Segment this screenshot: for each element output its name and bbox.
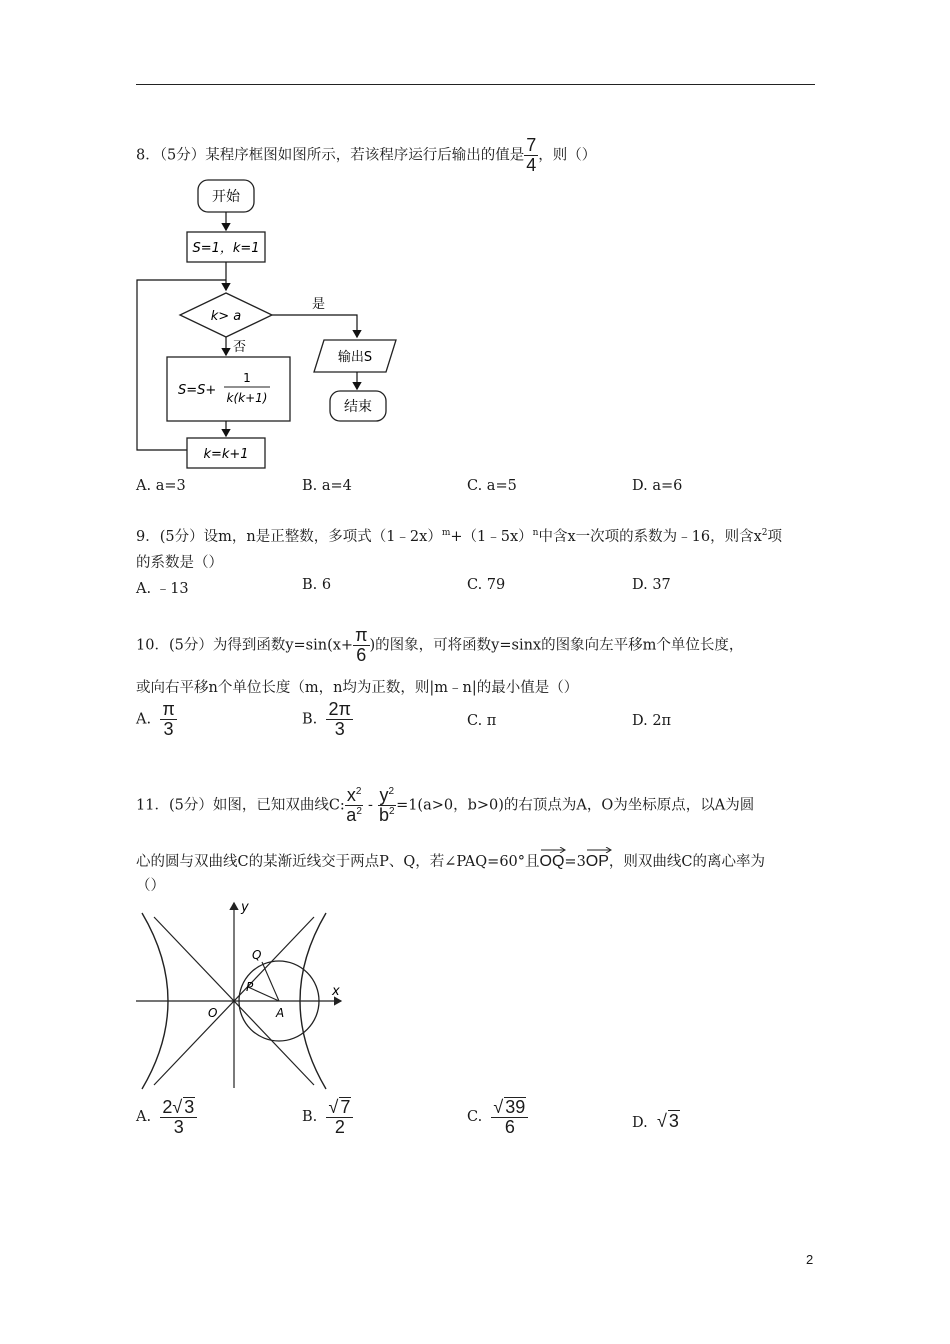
fig-label-q: Q <box>252 948 262 962</box>
q11-option-b[interactable]: B. $\frac{√ 7}{2}$ <box>302 1097 353 1137</box>
q11-stem-line1: 11．(5分）如图，已知双曲线C: $\frac{x^2}{a^2}$ - $\frac{y^2}{b^2}$ =1(a>0，b>0)的右顶点为A，O为坐标原点，以A为圆 <box>136 785 755 825</box>
q9-stem-line1: 9．(5分）设m，n是正整数，多项式（1﹣2x）$^m$+（1﹣5x）$^n$中含x一次项的系数为﹣16，则含$x^2$项 <box>136 528 782 545</box>
q11-option-d[interactable]: D. √ 3 <box>632 1111 679 1131</box>
q8-option-a[interactable]: A. a=3 <box>136 478 186 494</box>
q11-y-fraction: $\frac{y^2}{b^2}$ <box>378 785 395 825</box>
flow-yes-label: 是 <box>312 297 326 312</box>
q9-option-d[interactable]: D. 37 <box>632 577 671 593</box>
q8-flowchart <box>136 175 406 473</box>
flow-start-label: 开始 <box>212 189 240 205</box>
flow-frac-den: k(k+1) <box>226 391 268 405</box>
flow-decision-label: k> a <box>210 309 242 324</box>
q10-option-c[interactable]: C. π <box>467 713 497 729</box>
q9-option-b[interactable]: B. 6 <box>302 577 332 593</box>
q11-stem-line3: （） <box>136 878 165 894</box>
fig-label-o: O <box>208 1006 218 1020</box>
q8-suffix: ，则（） <box>538 147 597 164</box>
fig-label-a: A <box>276 1006 285 1020</box>
q9-stem-line2: 的系数是（） <box>136 555 223 571</box>
q8-option-c[interactable]: C. a=5 <box>467 478 517 494</box>
fig-label-y: y <box>241 900 249 915</box>
q10-option-d[interactable]: D. 2π <box>632 713 672 729</box>
q9-option-a[interactable]: A. ﹣13 <box>136 581 189 597</box>
q10-option-b[interactable]: B. $\frac{2\pi}{3}$ <box>302 699 351 739</box>
q11-option-c[interactable]: C. $\frac{√ 39}{6}$ <box>467 1097 528 1137</box>
q10-option-a[interactable]: A. $\frac{\pi}{3}$ <box>136 699 175 739</box>
flow-frac-num: 1 <box>243 371 251 385</box>
q11-stem-line2: 心的圆与双曲线C的某渐近线交于两点P、Q，若∠PAQ=60°且 OQ=3 OP，则双曲线C的离心率为 <box>136 850 765 871</box>
q11-x-fraction: $\frac{x^2}{a^2}$ <box>346 785 362 825</box>
q10-stem-line1: 10．(5分）为得到函数y=sin(x+ $\frac{\pi}{6}$ )的图象，可将函数y=sinx的图象向左平移m个单位长度， <box>136 625 744 665</box>
q8-fraction: $\frac{7}{4}$ <box>526 135 537 175</box>
fig-label-p: P <box>246 980 254 994</box>
flow-update-k-label: k=k+1 <box>203 447 249 462</box>
flow-end-label: 结束 <box>344 399 372 415</box>
q8-option-d[interactable]: D. a=6 <box>632 478 683 494</box>
q10-pi-fraction: $\frac{\pi}{6}$ <box>355 625 368 665</box>
vector-oq: OQ <box>540 853 565 871</box>
fig-label-x: x <box>332 984 340 999</box>
q8-stem <box>136 136 596 175</box>
vector-op: OP <box>586 853 609 871</box>
flow-output-label: 输出S <box>337 350 373 365</box>
header-rule <box>136 84 815 85</box>
flow-init-label: S=1，k=1 <box>192 241 260 256</box>
flow-update-s-label: S=S+ <box>178 383 217 398</box>
q8-text: 8．（5分）某程序框图如图所示，若该程序运行后输出的值是 <box>136 147 525 164</box>
page-number: 2 <box>806 1252 814 1267</box>
q9-option-c[interactable]: C. 79 <box>467 577 506 593</box>
q11-hyperbola-figure <box>136 895 346 1090</box>
q10-stem-line2: 或向右平移n个单位长度（m，n均为正数，则|m﹣n|的最小值是（） <box>136 680 579 696</box>
q11-option-a[interactable]: A. $\frac{2√ 3}{3}$ <box>136 1097 197 1137</box>
flow-no-label: 否 <box>233 340 247 355</box>
q8-option-b[interactable]: B. a=4 <box>302 478 352 494</box>
